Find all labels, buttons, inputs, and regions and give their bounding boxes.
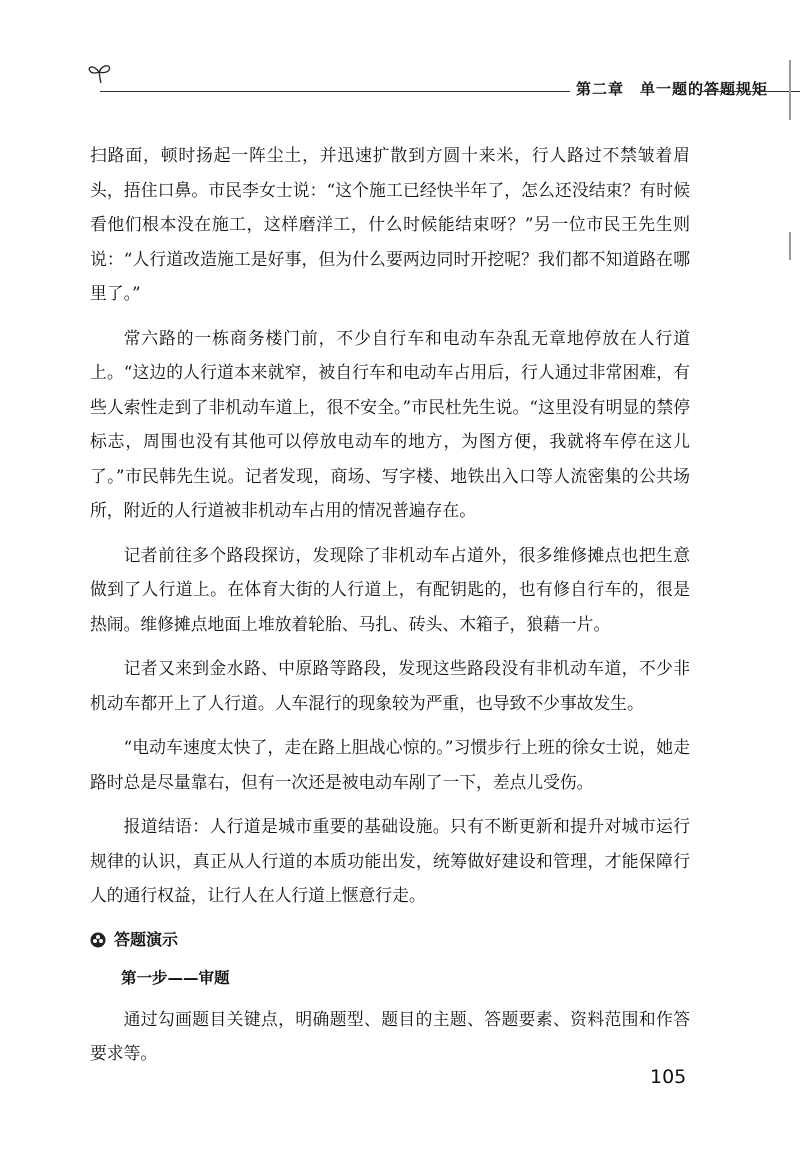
sprout-logo-icon (86, 60, 118, 84)
page-number: 105 (650, 1066, 687, 1088)
header-rule-left (100, 91, 570, 92)
step-description: 通过勾画题目关键点，明确题型、题目的主题、答题要素、资料范围和作答要求等。 (90, 1008, 690, 1063)
header-rule-right (700, 91, 800, 92)
step-title: 第一步——审题 (121, 969, 230, 987)
paragraph: 记者又来到金水路、中原路等路段，发现这些路段没有非机动车道，不少非机动车都开上了人行道。人车混行的现象较为严重，也导致不少事故发生。 (90, 658, 690, 713)
paragraph: 记者前往多个路段探访，发现除了非机动车占道外，很多维修摊点也把生意做到了人行道上。在体育大街的人行道上，有配钥匙的，也有修自行车的，很是热闹。维修摊点地面上堆放着轮胎、马扎、砖头、木箱子，狼藉一片。 (90, 544, 690, 634)
flower-bullet-icon (90, 932, 106, 948)
page-body (90, 138, 690, 1081)
edge-mark (789, 60, 791, 120)
paragraph: 报道结语：人行道是城市重要的基础设施。只有不断更新和提升对城市运行规律的认识，真正从人行道的本质功能出发，统筹做好建设和管理，才能保障行人的通行权益，让行人在人行道上惬意行走。 (90, 816, 690, 905)
section-heading (90, 923, 690, 958)
running-header (86, 60, 800, 100)
paragraph: “电动车速度太快了，走在路上胆战心惊的。”习惯步行上班的徐女士说，她走路时总是尽量靠右，但有一次还是被电动车剐了一下，差点儿受伤。 (90, 737, 690, 792)
paragraph: 常六路的一栋商务楼门前，不少自行车和电动车杂乱无章地停放在人行道上。“这边的人行道本来就窄，被自行车和电动车占用后，行人通过非常困难，有些人索性走到了非机动车道上，很不安全。”市民杜先生说。“这里没有明显的禁停标志，周围也没有其他可以停放电动车的地方，为图方便，我就将车停在这儿了。”市民韩先生说。记者发现，商场、写字楼、地铁出入口等人流密集的公共场所，附近的人行道被非机动车占用的情况普遍存在。 (90, 327, 690, 520)
paragraph: 扫路面，顿时扬起一阵尘土，并迅速扩散到方圆十来米，行人路过不禁皱着眉头，捂住口鼻。市民李女士说：“这个施工已经快半年了，怎么还没结束？有时候看他们根本没在施工，这样磨洋工，什么时候能结束呀？”另一位市民王先生则说：“人行道改造施工是好事，但为什么要两边同时开挖呢？我们都不知道路在哪里了。” (90, 145, 690, 303)
chapter-title: 第二章 单一题的答题规矩 (576, 80, 769, 98)
edge-mark (789, 232, 791, 260)
section-title: 答题演示 (114, 929, 179, 949)
